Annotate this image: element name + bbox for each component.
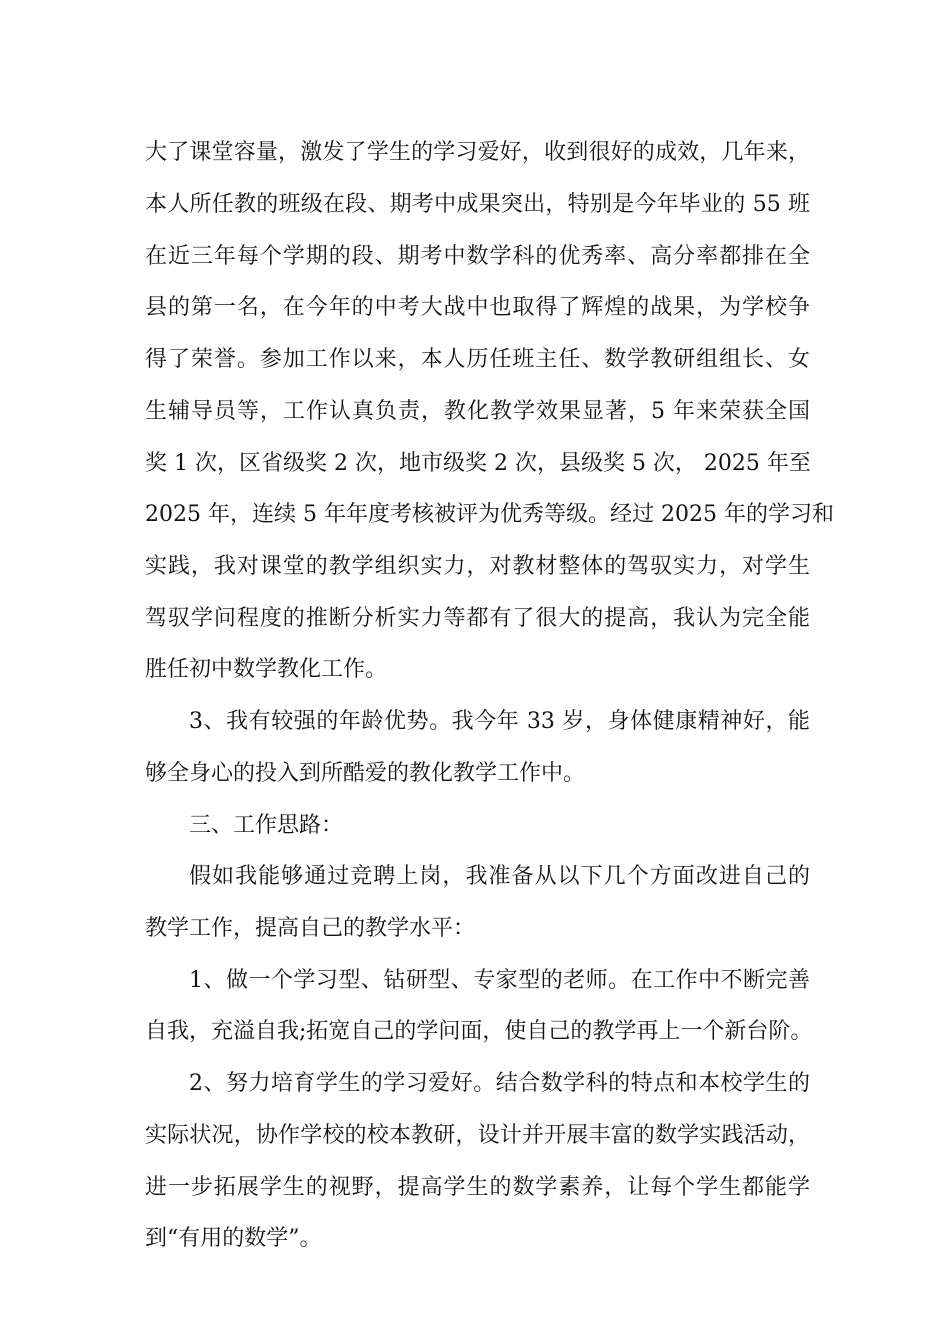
- paragraph-line: 够全身心的投入到所酷爱的教化教学工作中。: [145, 761, 586, 786]
- paragraph-line: 假如我能够通过竞聘上岗，我准备从以下几个方面改进自己的: [189, 864, 810, 889]
- section-heading: 三、工作思路：: [189, 813, 344, 838]
- paragraph-line: 自我，充溢自我;拓宽自己的学问面，使自己的教学再上一个新台阶。: [145, 1019, 813, 1044]
- paragraph-line: 得了荣誉。参加工作以来，本人历任班主任、数学教研组组长、女: [145, 347, 810, 372]
- paragraph-line: 大了课堂容量，激发了学生的学习爱好，收到很好的成效，几年来，: [145, 140, 810, 165]
- paragraph-line: 3、我有较强的年龄优势。我今年 33 岁，身体健康精神好，能: [189, 709, 810, 734]
- paragraph-line: 1、做一个学习型、钻研型、专家型的老师。在工作中不断完善: [189, 968, 810, 993]
- paragraph-line: 进一步拓展学生的视野，提高学生的数学素养，让每个学生都能学: [145, 1175, 810, 1200]
- paragraph-line: 驾驭学问程度的推断分析实力等都有了很大的提高，我认为完全能: [145, 606, 810, 631]
- paragraph-line: 奖 1 次，区省级奖 2 次，地市级奖 2 次，县级奖 5 次， 2025 年至: [145, 451, 811, 476]
- paragraph-line: 实际状况，协作学校的校本教研，设计并开展丰富的数学实践活动，: [145, 1123, 810, 1148]
- paragraph-line: 在近三年每个学期的段、期考中数学科的优秀率、高分率都排在全: [145, 244, 810, 269]
- paragraph-line: 教学工作，提高自己的教学水平：: [145, 916, 476, 941]
- paragraph-line: 2、努力培育学生的学习爱好。结合数学科的特点和本校学生的: [189, 1071, 810, 1096]
- paragraph-line: 本人所任教的班级在段、期考中成果突出，特别是今年毕业的 55 班: [145, 192, 810, 217]
- paragraph-line: 胜任初中数学教化工作。: [145, 657, 388, 682]
- paragraph-line: 到“有用的数学”。: [145, 1226, 322, 1251]
- paragraph-line: 实践，我对课堂的教学组织实力，对教材整体的驾驭实力，对学生: [145, 554, 810, 579]
- paragraph-line: 生辅导员等，工作认真负责，教化教学效果显著，5 年来荣获全国: [145, 399, 810, 424]
- paragraph-line: 县的第一名，在今年的中考大战中也取得了辉煌的战果，为学校争: [145, 295, 810, 320]
- paragraph-line: 2025 年，连续 5 年年度考核被评为优秀等级。经过 2025 年的学习和: [145, 502, 834, 527]
